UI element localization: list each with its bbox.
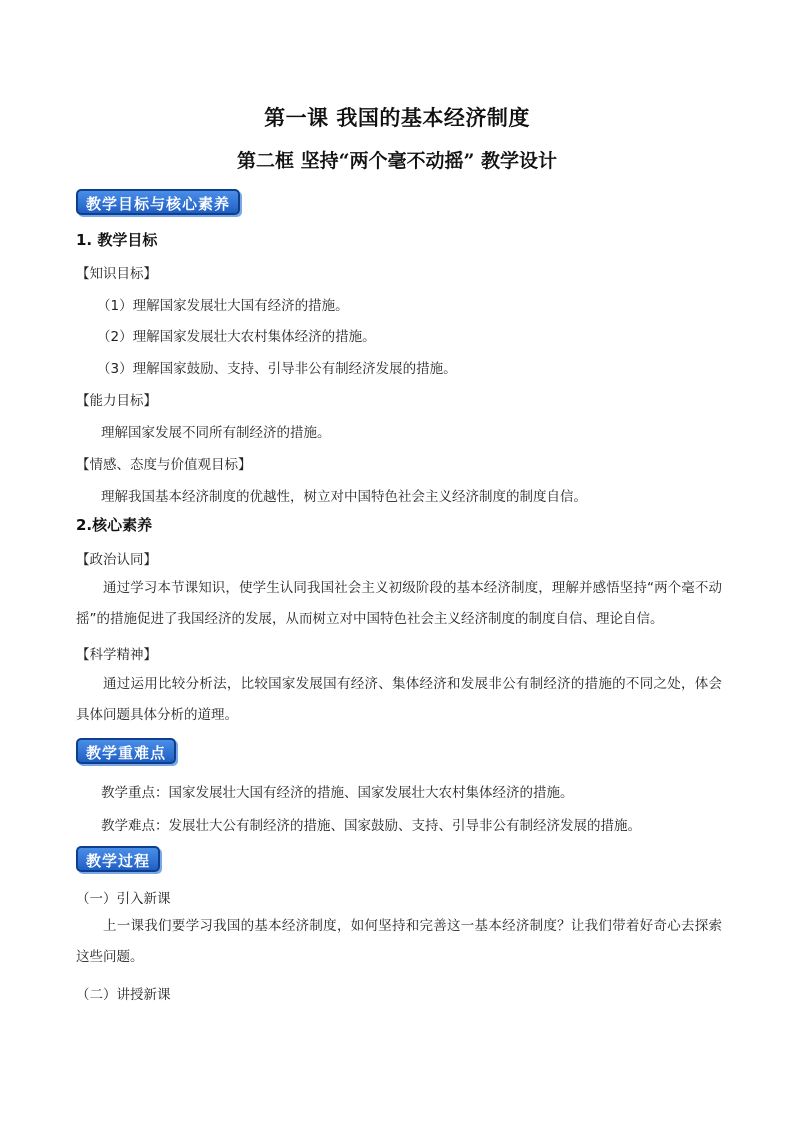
section-badge-goals: 教学目标与核心素养 bbox=[76, 189, 240, 215]
label-ability-goals: 【能力目标】 bbox=[76, 393, 157, 409]
heading-teaching-goals: 1. 教学目标 bbox=[76, 231, 158, 249]
teaching-difficulty: 教学难点：发展壮大公有制经济的措施、国家鼓励、支持、引导非公有制经济发展的措施。 bbox=[101, 818, 641, 834]
heading-core-literacy: 2.核心素养 bbox=[76, 516, 153, 534]
scientific-spirit-text: 通过运用比较分析法，比较国家发展国有经济、集体经济和发展非公有制经济的措施的不同之处，体会具体问题具体分析的道理。 bbox=[76, 676, 722, 723]
step-new-lesson: （二）讲授新课 bbox=[76, 987, 171, 1003]
label-knowledge-goals: 【知识目标】 bbox=[76, 266, 157, 282]
label-scientific-spirit: 【科学精神】 bbox=[76, 647, 157, 663]
political-identity-text: 通过学习本节课知识，使学生认同我国社会主义初级阶段的基本经济制度，理解并感悟坚持“两个毫不动摇”的措施促进了我国经济的发展，从而树立对中国特色社会主义经济制度的制度自信、理论自信。 bbox=[76, 580, 722, 627]
label-political-identity: 【政治认同】 bbox=[76, 552, 157, 568]
document-title: 第一课 我国的基本经济制度 bbox=[264, 105, 530, 130]
teaching-focus: 教学重点：国家发展壮大国有经济的措施、国家发展壮大农村集体经济的措施。 bbox=[101, 785, 574, 801]
document-subtitle: 第二框 坚持“两个毫不动摇” 教学设计 bbox=[236, 150, 558, 172]
ability-text: 理解国家发展不同所有制经济的措施。 bbox=[101, 425, 331, 441]
knowledge-item-3: （3）理解国家鼓励、支持、引导非公有制经济发展的措施。 bbox=[97, 361, 457, 377]
section-badge-process: 教学过程 bbox=[76, 846, 160, 872]
introduction-text: 上一课我们要学习我国的基本经济制度，如何坚持和完善这一基本经济制度？让我们带着好奇心去探索这些问题。 bbox=[76, 918, 722, 965]
section-badge-key-points: 教学重难点 bbox=[76, 738, 176, 764]
label-emotion-goals: 【情感、态度与价值观目标】 bbox=[76, 457, 252, 473]
step-introduction: （一）引入新课 bbox=[76, 891, 171, 907]
knowledge-item-1: （1）理解国家发展壮大国有经济的措施。 bbox=[97, 298, 349, 314]
emotion-text: 理解我国基本经济制度的优越性，树立对中国特色社会主义经济制度的制度自信。 bbox=[101, 489, 587, 505]
knowledge-item-2: （2）理解国家发展壮大农村集体经济的措施。 bbox=[97, 329, 376, 345]
